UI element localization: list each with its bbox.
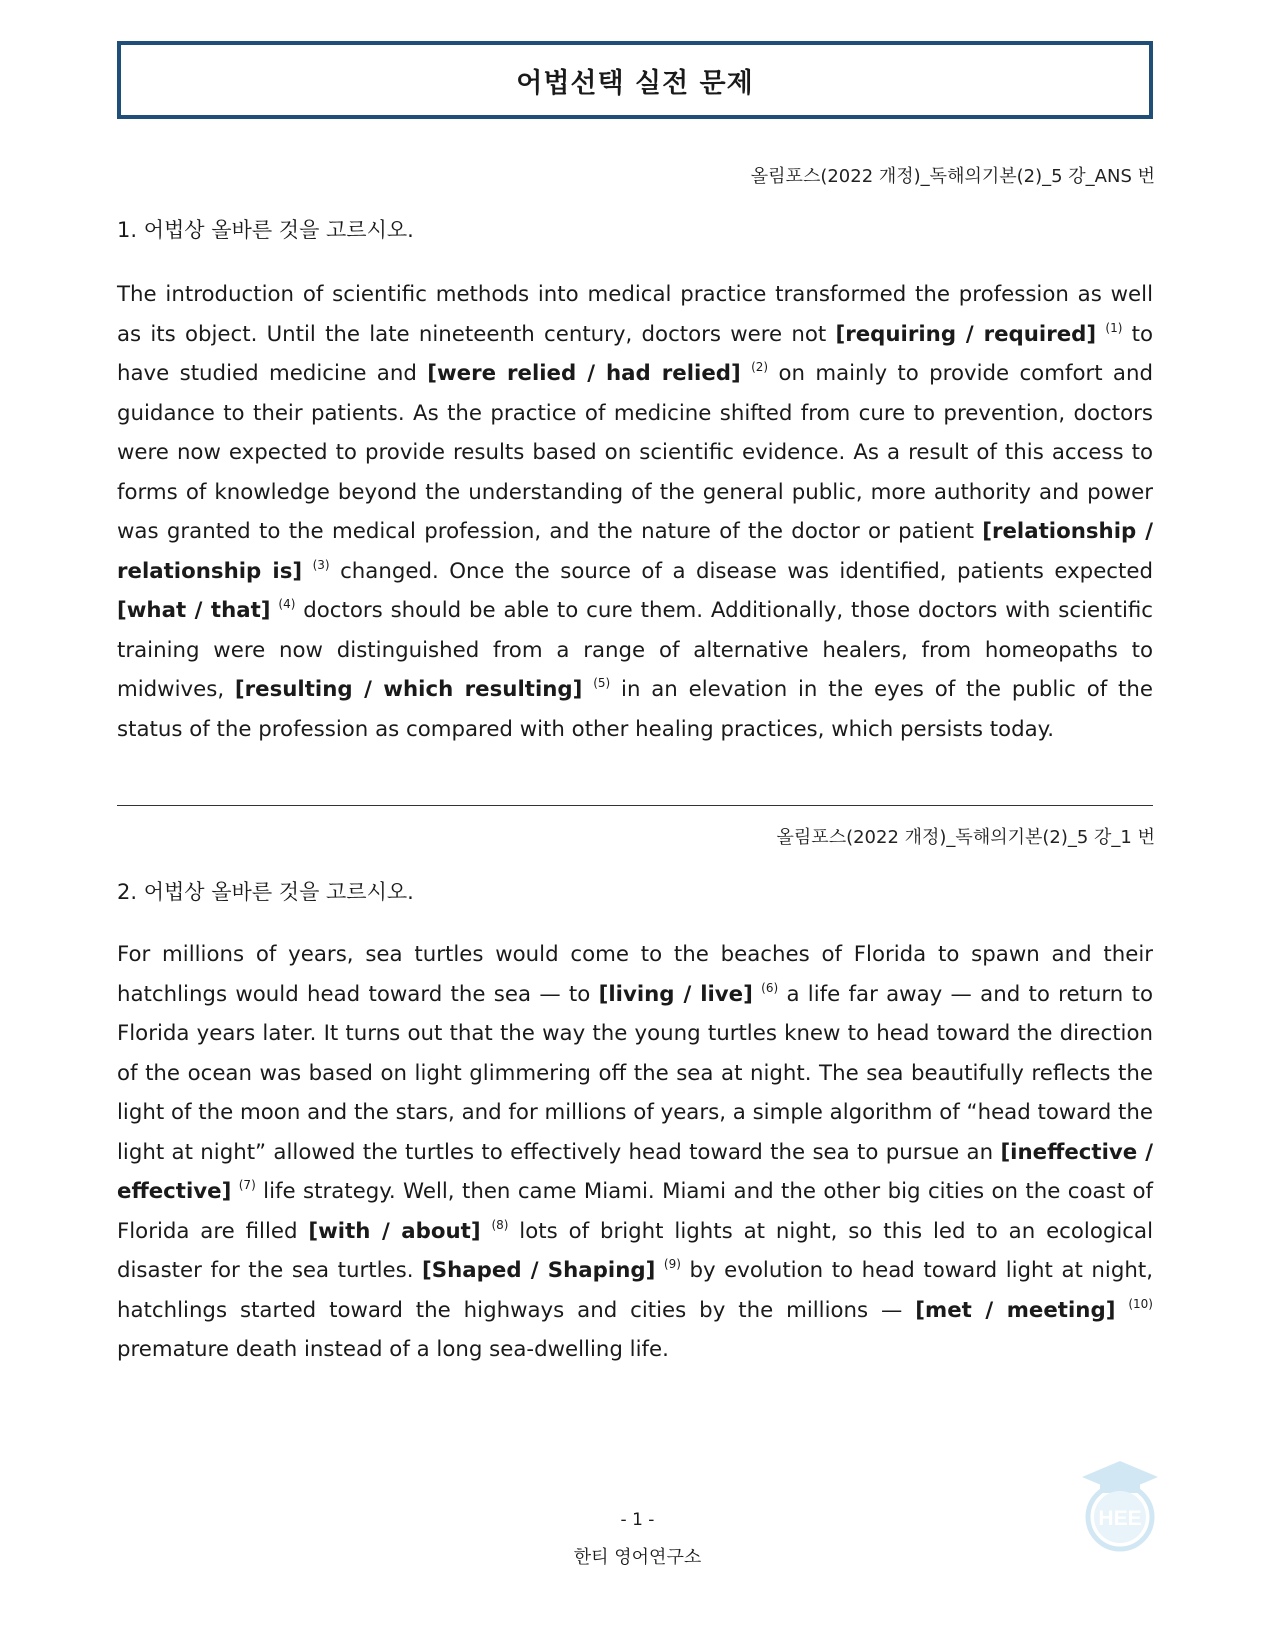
passage-text (655, 1258, 664, 1283)
answer-choice: [what / that] (117, 598, 271, 623)
question-2-source: 올림포스(2022 개정)_독해의기본(2)_5 강_1 번 (776, 827, 1155, 848)
passage-text: changed. Once the source of a disease was identified, patients expected (329, 558, 1153, 584)
question-1-passage (117, 275, 1153, 749)
logo-text: HEE (1098, 1507, 1142, 1530)
passage-text: doctors should be able to cure them. Additionally, those doctors with scientific training were now distinguished from a range of alternative healers, from homeopaths to midwives, (117, 598, 1153, 702)
passage-text: to have studied medicine and (117, 321, 1153, 386)
answer-choice: [met / meeting] (915, 1297, 1116, 1323)
page-number: - 1 - (620, 1510, 655, 1530)
passage-text (1096, 322, 1105, 347)
graduation-cap-icon (1082, 1461, 1158, 1493)
question-2-passage (117, 935, 1153, 1370)
blank-number: (10) (1128, 1296, 1153, 1311)
passage-text (753, 982, 761, 1007)
answer-choice: [ineffective / effective] (117, 1139, 1153, 1204)
blank-number: (2) (751, 360, 769, 374)
question-2-heading: 2. 어법상 올바른 것을 고르시오. (117, 880, 414, 904)
section-divider (117, 805, 1153, 806)
answer-choice: [resulting / which resulting] (234, 677, 583, 702)
passage-text: For millions of years, sea turtles would come to the beaches of Florida to spawn and their hatchlings would head toward the sea — to (117, 942, 1153, 1007)
answer-choice: [living / live] (598, 981, 753, 1007)
passage-text (582, 677, 593, 702)
blank-number: (7) (238, 1178, 256, 1192)
blank-number: (3) (312, 557, 330, 572)
passage-text (481, 1219, 492, 1244)
passage-text: a life far away — and to return to Florida years later. It turns out that the way the young turtles knew to head toward the direction of the ocean was based on light glimmering off the sea at night. The sea beautifully reflects the light of the moon and the stars, and for millions of years, a simple algorithm of “head toward the light at night” allowed the turtles to effectively head toward the sea to pursue an (117, 981, 1153, 1165)
passage-text: by evolution to head toward light at night, hatchlings started toward the highways and cities by the millions — (117, 1258, 1153, 1323)
question-1-heading: 1. 어법상 올바른 것을 고르시오. (117, 218, 414, 242)
passage-text: lots of bright lights at night, so this led to an ecological disaster for the sea turtles. (117, 1218, 1153, 1283)
passage-text: life strategy. Well, then came Miami. Miami and the other big cities on the coast of Florida are filled (117, 1179, 1153, 1244)
passage-text: The introduction of scientific methods into medical practice transformed the profession as well as its object. Until the late nineteenth century, doctors were not (117, 282, 1153, 347)
answer-choice: [relationship / relationship is] (117, 519, 1154, 584)
passage-text (741, 361, 751, 386)
passage-text: on mainly to provide comfort and guidance to their patients. As the practice of medicine shifted from cure to prevention, doctors were now expected to provide results based on scientific evidence. As a result of this access to forms of knowledge beyond the understanding of the general public, more authority and power was granted to the medical profession, and the nature of the doctor or patient (117, 361, 1153, 544)
footer-organization: 한티 영어연구소 (573, 1547, 702, 1568)
passage-text: premature death instead of a long sea-dwelling life. (117, 1337, 669, 1362)
page-title: 어법선택 실전 문제 (516, 67, 754, 99)
blank-number: (9) (663, 1257, 681, 1271)
passage-text (302, 559, 312, 584)
blank-number: (8) (491, 1217, 509, 1232)
blank-number: (6) (761, 980, 779, 995)
answer-choice: [with / about] (308, 1218, 481, 1244)
passage-text (231, 1179, 238, 1204)
answer-choice: [Shaped / Shaping] (422, 1258, 656, 1283)
blank-number: (1) (1105, 320, 1123, 335)
passage-text (1115, 1298, 1128, 1323)
answer-choice: [were relied / had relied] (427, 361, 741, 386)
blank-number: (4) (278, 597, 296, 611)
hee-logo (1078, 1457, 1162, 1553)
title-box (117, 41, 1153, 119)
blank-number: (5) (593, 676, 611, 690)
answer-choice: [requiring / required] (835, 321, 1097, 347)
passage-text: in an elevation in the eyes of the public of the status of the profession as compared with other healing practices, which persists today. (117, 677, 1153, 742)
question-1-source: 올림포스(2022 개정)_독해의기본(2)_5 강_ANS 번 (750, 166, 1155, 187)
